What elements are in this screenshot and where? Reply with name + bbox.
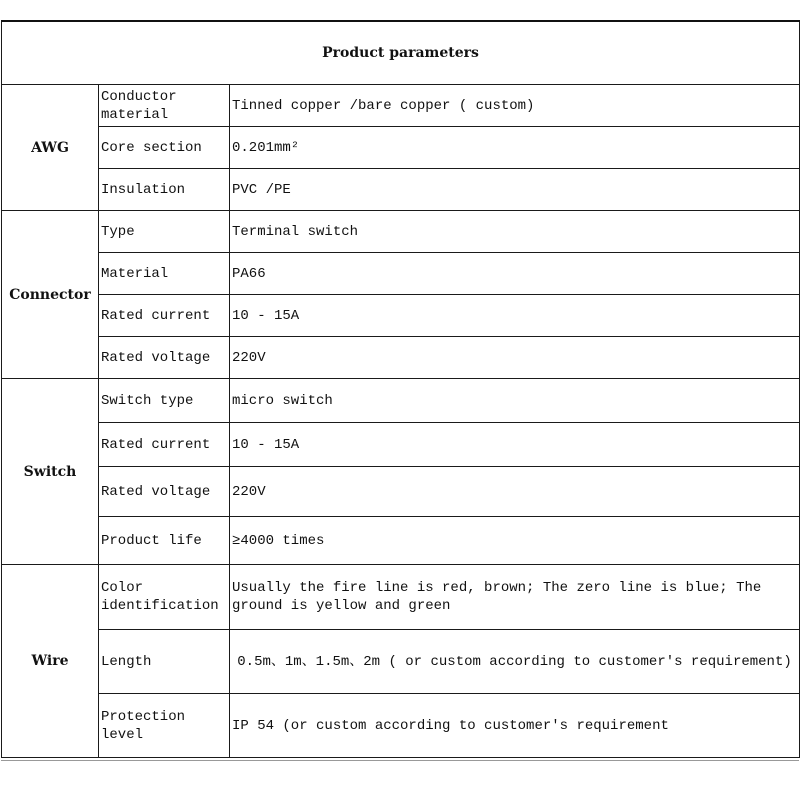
row-label: Conductor material [99, 85, 230, 127]
group-wire: Wire [2, 565, 99, 758]
row-label: Product life [99, 517, 230, 565]
table-row [2, 694, 800, 758]
table-row [2, 565, 800, 630]
table-row [2, 517, 800, 565]
bottom-divider [1, 760, 799, 761]
table-row [2, 379, 800, 423]
row-label: Rated current [99, 295, 230, 337]
row-label: Material [99, 253, 230, 295]
table-row [2, 211, 800, 253]
group-switch: Switch [2, 379, 99, 565]
row-label: Rated voltage [99, 467, 230, 517]
row-label: Length [99, 630, 230, 694]
row-value: 10 - 15A [230, 295, 800, 337]
group-connector: Connector [2, 211, 99, 379]
row-value: 0.5m、1m、1.5m、2m ( or custom according to customer's requirement) [230, 630, 800, 694]
row-value: PVC /PE [230, 169, 800, 211]
row-value: Usually the fire line is red, brown; The zero line is blue; The ground is yellow and green [230, 565, 800, 630]
row-value: Terminal switch [230, 211, 800, 253]
table-row [2, 295, 800, 337]
row-value: IP 54 (or custom according to customer's requirement [230, 694, 800, 758]
table-row [2, 337, 800, 379]
row-label: Switch type [99, 379, 230, 423]
row-value: 10 - 15A [230, 423, 800, 467]
row-value: Tinned copper /bare copper ( custom) [230, 85, 800, 127]
row-value: PA66 [230, 253, 800, 295]
row-label: Color identification [99, 565, 230, 630]
title-row [2, 21, 800, 85]
row-label: Core section [99, 127, 230, 169]
row-label: Rated voltage [99, 337, 230, 379]
row-value: 220V [230, 467, 800, 517]
row-label: Protection level [99, 694, 230, 758]
row-value: 220V [230, 337, 800, 379]
group-awg: AWG [2, 85, 99, 211]
row-value: micro switch [230, 379, 800, 423]
row-value: ≥4000 times [230, 517, 800, 565]
table-row [2, 85, 800, 127]
table-row [2, 253, 800, 295]
table-row [2, 169, 800, 211]
table-row [2, 630, 800, 694]
row-label: Insulation [99, 169, 230, 211]
row-value: 0.201mm² [230, 127, 800, 169]
table-row [2, 467, 800, 517]
table-row [2, 423, 800, 467]
table-title: Product parameters [2, 21, 800, 85]
product-parameters-table [1, 20, 800, 758]
row-label: Rated current [99, 423, 230, 467]
row-label: Type [99, 211, 230, 253]
table-row [2, 127, 800, 169]
